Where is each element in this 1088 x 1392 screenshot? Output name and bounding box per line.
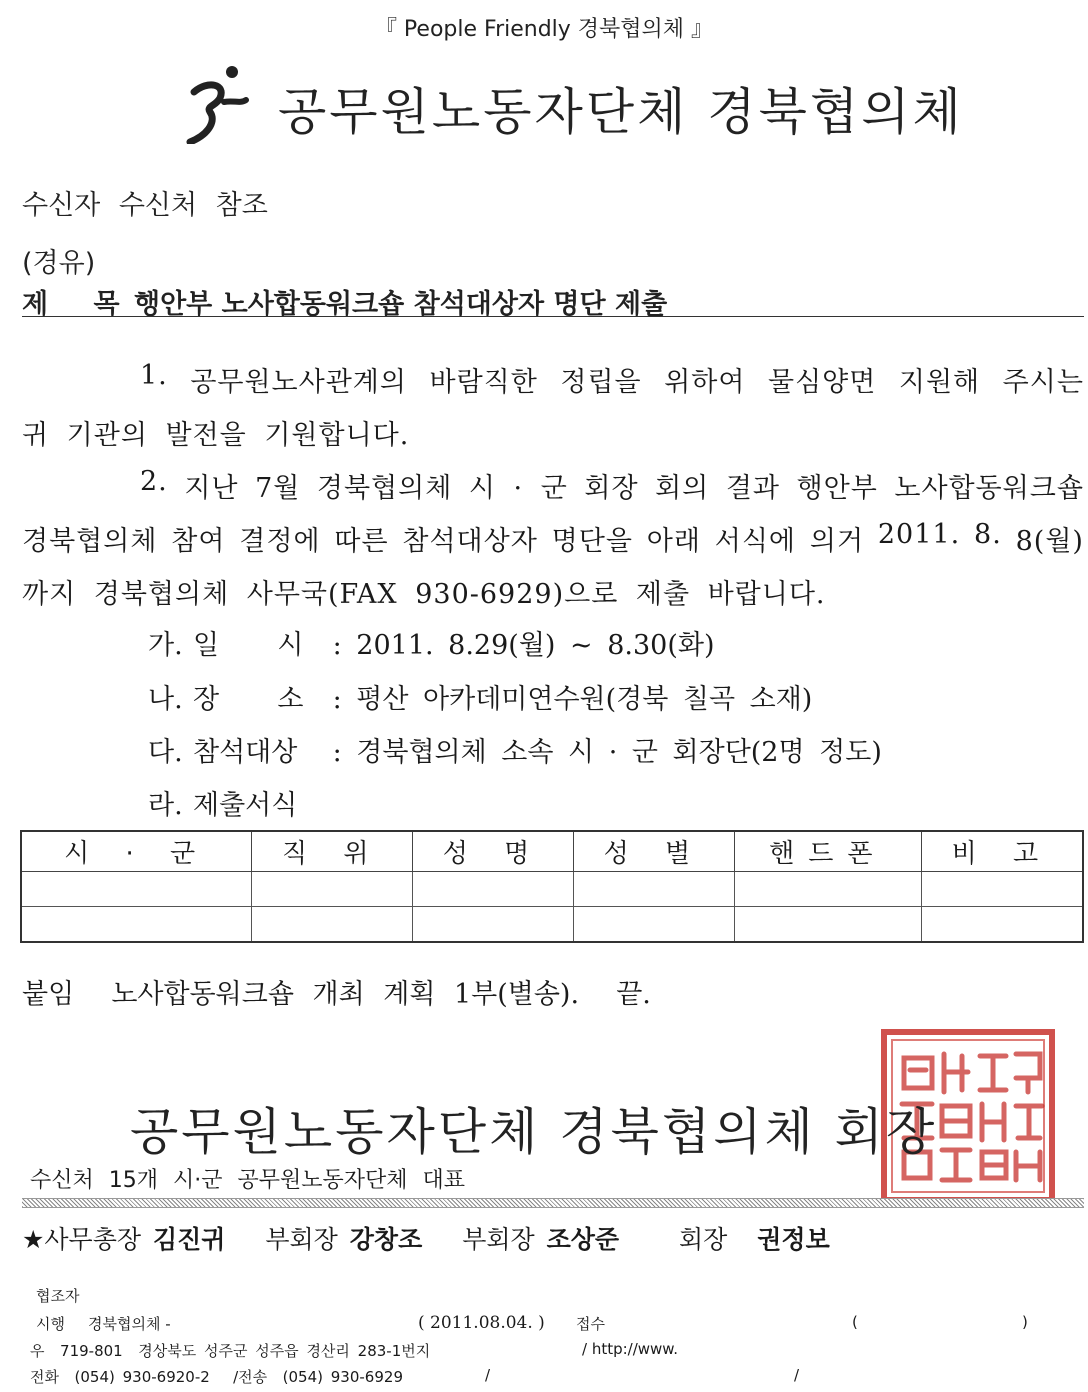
- word: 7월: [255, 473, 301, 504]
- word: 결과: [725, 473, 780, 504]
- sender-title: 공무원노동자단체 경북협의체 회장: [130, 1103, 938, 1161]
- phone-line: 전화 (054) 930-6920-2 /전송 (054) 930-6929: [30, 1368, 403, 1386]
- item-sep: :: [332, 630, 342, 661]
- word: 참여: [171, 526, 226, 557]
- word: 1.: [140, 360, 168, 391]
- column-header: 성 명: [413, 831, 574, 872]
- table-cell: [21, 907, 252, 943]
- word: 공무원노사관계의: [190, 367, 407, 398]
- table-cell: [921, 907, 1083, 943]
- item-label: 제출서식: [193, 790, 298, 821]
- table-cell: [21, 872, 252, 907]
- header-slogan: 『 People Friendly 경북협의체 』: [374, 17, 714, 42]
- distribution-label: 수신처: [30, 1168, 94, 1193]
- item-prefix: 가.: [148, 630, 183, 661]
- item-value: 2011. 8.29(월) ~ 8.30(화): [356, 630, 715, 661]
- word: 2011.: [877, 519, 961, 550]
- subject-text: 행안부 노사합동워크숍 참석대상자 명단 제출: [134, 289, 668, 320]
- word: 경북협의체: [22, 526, 158, 557]
- column-header: 시 · 군: [21, 831, 252, 872]
- signer-title: 부회장: [265, 1225, 338, 1254]
- word: 참석대상자: [402, 526, 538, 557]
- distribution-text: 15개 시·군 공무원노동자단체 대표: [108, 1168, 466, 1193]
- table-cell: [252, 907, 413, 943]
- signers-line: [22, 1220, 830, 1256]
- footer-separator: /: [794, 1366, 800, 1384]
- word: 정립을: [560, 367, 642, 398]
- word: 8.: [974, 519, 1002, 550]
- subject-divider: [22, 316, 1084, 317]
- column-header: 핸드폰: [734, 831, 921, 872]
- execution-number: 경북협의체 -: [88, 1315, 171, 1333]
- paragraph-2-line-3: 까지 경북협의체 사무국(FAX 930-6929)으로 제출 바랍니다.: [22, 579, 826, 610]
- signer-title: 회장: [679, 1225, 728, 1254]
- word: 경북협의체: [316, 473, 453, 504]
- table-cell: [573, 907, 734, 943]
- submission-form-table: [20, 830, 1084, 943]
- address-line: 우 719-801 경상북도 성주군 성주읍 경산리 283-1번지: [30, 1342, 431, 1360]
- table-cell: [734, 907, 921, 943]
- word: 주시는: [1002, 367, 1084, 398]
- item-prefix: 다.: [148, 737, 183, 768]
- word: 아래: [646, 526, 701, 557]
- table-cell: [413, 907, 574, 943]
- table-cell: [573, 872, 734, 907]
- column-header: 성 별: [573, 831, 734, 872]
- signer-name: 강창조: [349, 1225, 423, 1254]
- signer-title: ★사무총장: [22, 1225, 142, 1254]
- item-attendees: [148, 730, 882, 769]
- running-person-logo-icon: [180, 62, 250, 144]
- receipt-open-paren: (: [852, 1313, 858, 1331]
- item-schedule: [148, 623, 715, 662]
- item-label: 일 시: [193, 630, 304, 661]
- signer-name: 김진귀: [152, 1225, 226, 1254]
- signer-title: 부회장: [462, 1225, 535, 1254]
- column-header: 비 고: [921, 831, 1083, 872]
- item-sep: :: [332, 737, 342, 768]
- execution-label: 시행: [36, 1315, 65, 1333]
- item-label: 장 소: [193, 684, 304, 715]
- word: 의거: [809, 526, 865, 557]
- word: 위하여: [664, 367, 746, 398]
- item-form: [148, 783, 318, 822]
- receipt-label: 접수: [576, 1315, 605, 1333]
- enclosure-line: 붙임 노사합동워크숍 개최 계획 1부(별송). 끝.: [22, 979, 651, 1010]
- signer-name: 권정보: [757, 1225, 830, 1254]
- footer-separator: /: [485, 1366, 491, 1384]
- paragraph-1-line-2: 귀 기관의 발전을 기원합니다.: [22, 420, 410, 451]
- table-row: [21, 907, 1083, 943]
- execution-date: ( 2011.08.04. ): [418, 1313, 545, 1333]
- table-row: [21, 872, 1083, 907]
- word: 서식에: [714, 526, 797, 557]
- word: 명단을: [551, 526, 633, 557]
- item-value: 경북협의체 소속 시 · 군 회장단(2명 정도): [356, 737, 882, 768]
- table-cell: [734, 872, 921, 907]
- signer-name: 조상준: [546, 1225, 620, 1254]
- word: 회장: [584, 473, 639, 504]
- word: 물심양면: [767, 367, 877, 398]
- word: 지난: [184, 473, 239, 504]
- paragraph-1-line-1: [140, 360, 1084, 399]
- word: 바람직한: [429, 367, 538, 398]
- column-header: 직 위: [252, 831, 413, 872]
- word: 지원해: [898, 367, 981, 398]
- item-value: 평산 아카데미연수원(경북 칠곡 소재): [356, 684, 813, 715]
- item-sep: :: [332, 684, 342, 715]
- paragraph-2-line-1: [140, 466, 1084, 505]
- recipient-line: 수신자 수신처 참조: [22, 190, 268, 221]
- item-label: 참석대상: [193, 737, 298, 768]
- word: 2.: [140, 466, 168, 497]
- paragraph-2-line-2: [22, 519, 1084, 558]
- word: 시 · 군: [468, 473, 568, 504]
- word: 결정에: [239, 526, 321, 557]
- distribution-line: [30, 1163, 465, 1194]
- table-cell: [413, 872, 574, 907]
- hatched-divider: [22, 1198, 1084, 1208]
- word: 따른: [334, 526, 389, 557]
- subject-label: 제 목: [22, 289, 138, 320]
- word: 8(월): [1015, 526, 1084, 557]
- table-cell: [921, 872, 1083, 907]
- word: 노사합동워크숍: [894, 473, 1084, 504]
- receipt-close-paren: ): [1022, 1313, 1028, 1331]
- collaborator-label: 협조자: [36, 1287, 80, 1305]
- org-title: 공무원노동자단체 경북협의체: [278, 83, 964, 141]
- via-line: (경유): [22, 248, 96, 279]
- word: 행안부: [796, 473, 878, 504]
- url-line: / http://www.: [582, 1340, 678, 1358]
- item-prefix: 나.: [148, 684, 183, 715]
- word: 회의: [655, 473, 710, 504]
- table-header-row: [21, 831, 1083, 872]
- item-location: [148, 677, 812, 716]
- item-prefix: 라.: [148, 790, 183, 821]
- table-cell: [252, 872, 413, 907]
